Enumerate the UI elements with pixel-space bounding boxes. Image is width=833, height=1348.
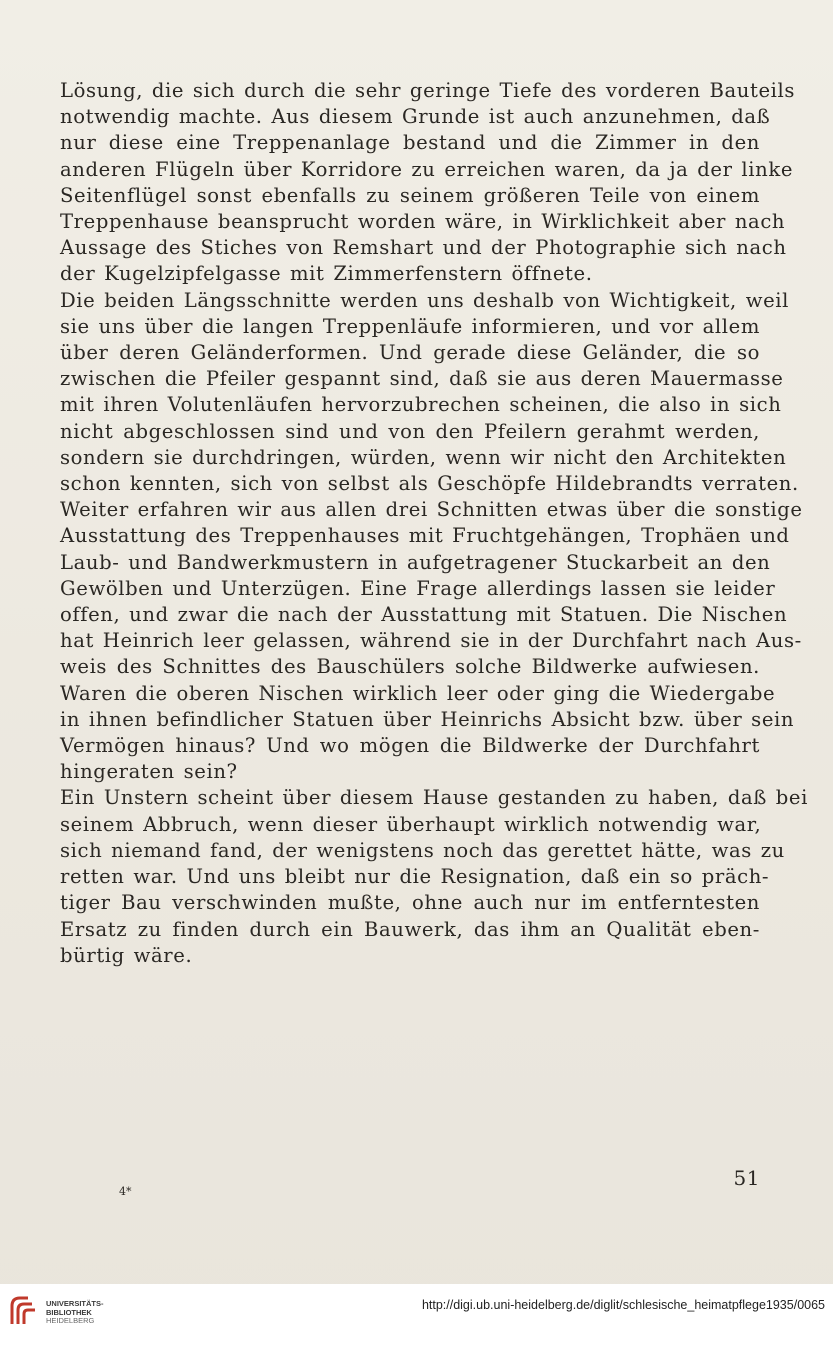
library-name[interactable] <box>46 1300 104 1326</box>
text-line: weis des Schnittes des Bauschülers solche Bildwerke aufwiesen. <box>60 655 760 679</box>
text-line: seinem Abbruch, wenn dieser überhaupt wirklich notwendig war, <box>60 812 762 836</box>
text-line: Vermögen hinaus? Und wo mögen die Bildwerke der Durchfahrt <box>60 734 760 758</box>
text-line: retten war. Und uns bleibt nur die Resignation, daß ein so präch- <box>60 865 770 889</box>
text-line: sondern sie durchdringen, würden, wenn wir nicht den Architekten <box>60 445 787 469</box>
text-line: hat Heinrich leer gelassen, während sie in der Durchfahrt nach Aus- <box>60 629 802 653</box>
text-line: Ein Unstern scheint über diesem Hause gestanden zu haben, daß bei <box>60 786 808 810</box>
library-logo-icon[interactable] <box>8 1294 38 1328</box>
text-line: Ersatz zu finden durch ein Bauwerk, das ihm an Qualität eben- <box>60 917 760 941</box>
library-line-2: BIBLIOTHEK <box>46 1307 92 1317</box>
text-line: Lösung, die sich durch die sehr geringe Tiefe des vorderen Bauteils <box>60 79 796 102</box>
body-text <box>60 78 808 969</box>
text-line: hingeraten sein? <box>60 760 238 784</box>
text-line: tiger Bau verschwinden mußte, ohne auch nur im entferntesten <box>60 891 760 915</box>
library-footer <box>0 1284 833 1348</box>
signature-mark: 4* <box>119 1185 132 1198</box>
text-line: nicht abgeschlossen sind und von den Pfeilern gerahmt werden, <box>60 419 760 443</box>
text-line: Weiter erfahren wir aus allen drei Schnitten etwas über die sonstige <box>60 498 803 522</box>
text-line: Treppenhause beansprucht worden wäre, in Wirklichkeit aber nach <box>60 210 786 234</box>
text-line: anderen Flügeln über Korridore zu erreichen waren, da ja der linke <box>60 157 794 181</box>
text-line: notwendig machte. Aus diesem Grunde ist auch anzunehmen, daß <box>60 105 771 129</box>
library-line-1: UNIVERSITÄTS- <box>46 1299 104 1308</box>
text-line: sich niemand fand, der wenigstens noch das gerettet hätte, was zu <box>60 838 785 862</box>
page-number: 51 <box>733 1166 760 1190</box>
text-line: Waren die oberen Nischen wirklich leer oder ging die Wiedergabe <box>60 681 776 705</box>
text-line: zwischen die Pfeiler gespannt sind, daß sie aus deren Mauermasse <box>60 367 784 391</box>
text-line: schon kennten, sich von selbst als Geschöpfe Hildebrandts verraten. <box>60 472 799 496</box>
text-line: Gewölben und Unterzügen. Eine Frage allerdings lassen sie leider <box>60 576 776 600</box>
text-line: sie uns über die langen Treppenläufe informieren, und vor allem <box>60 314 760 338</box>
text-line: in ihnen befindlicher Statuen über Heinrichs Absicht bzw. über sein <box>60 707 795 731</box>
text-line: Ausstattung des Treppenhauses mit Fruchtgehängen, Trophäen und <box>60 524 790 548</box>
text-line: über deren Geländerformen. Und gerade diese Geländer, die so <box>60 341 760 365</box>
text-line: offen, und zwar die nach der Ausstattung mit Statuen. Die Nischen <box>60 603 788 627</box>
text-line: nur diese eine Treppenanlage bestand und die Zimmer in den <box>60 131 760 155</box>
text-line: Aussage des Stiches von Remshart und der Photographie sich nach <box>60 236 787 260</box>
text-line: bürtig wäre. <box>60 943 193 967</box>
text-line: mit ihren Volutenläufen hervorzubrechen scheinen, die also in sich <box>60 393 782 417</box>
library-line-3: HEIDELBERG <box>46 1316 95 1325</box>
text-line: Die beiden Längsschnitte werden uns deshalb von Wichtigkeit, weil <box>60 288 789 312</box>
text-line: Seitenflügel sonst ebenfalls zu seinem größeren Teile von einem <box>60 183 760 207</box>
text-line: der Kugelzipfelgasse mit Zimmerfenstern öffnete. <box>60 262 593 286</box>
source-url-link[interactable]: http://digi.ub.uni-heidelberg.de/diglit/schlesische_heimatpflege1935/0065 <box>421 1298 825 1312</box>
text-line: Laub- und Bandwerkmustern in aufgetragener Stuckarbeit an den <box>60 550 771 574</box>
